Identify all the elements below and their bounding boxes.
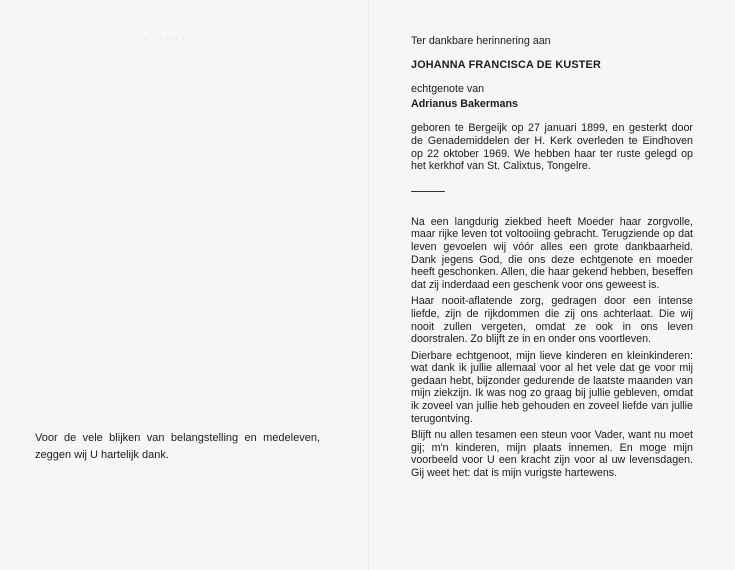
spouse-intro: echtgenote van xyxy=(411,83,485,96)
intro-line: Ter dankbare herinnering aan xyxy=(411,35,551,47)
paragraph-2: Haar nooit-aflatende zorg, gedragen door een intense liefde, zijn de rijkdommen die zij ons achterlaat. Die wij nooit zullen vergeten, omdat ze ook in ons leven doorstralen. Zo blijft ze in en onder ons voortleven. xyxy=(411,295,693,346)
paragraph-1: Na een langdurig ziekbed heeft Moeder haar zorgvolle, maar rijke leven tot voltooiing gebracht. Terugziende op dat leven gevoelen wij vóór alles een grote dankbaarheid. Dank jegens God, die ons deze echtgenote en moeder heeft geschonken. Allen, die haar gekend hebben, beseffen dat zij inderdaad een geschenk voor ons geweest is. xyxy=(411,215,693,291)
life-dates-paragraph: geboren te Bergeijk op 27 januari 1899, en gesterkt door de Genademiddelen der H. Kerk overleden te Eindhoven op 22 oktober 1969. We hebben haar ter ruste gelegd op het kerkhof van St. Calixtus, Tongelre. xyxy=(411,122,693,173)
paragraph-3: Dierbare echtgenoot, mijn lieve kinderen en kleinkinderen: wat dank ik jullie allemaal voor al het vele dat ge voor mij gedaan hebt, bijzonder gedurende de laatste maanden van mijn ziekzijn. Ik was nog zo graag bij jullie gebleven, omdat ik zoveel van jullie heb gehouden en zoveel liefde van jullie terugontving. xyxy=(411,349,693,425)
faint-bleed-through-text xyxy=(100,36,340,74)
spouse-name: Adrianus Bakermans xyxy=(411,97,518,110)
deceased-name: JOHANNA FRANCISCA DE KUSTER xyxy=(411,58,601,71)
card-fold xyxy=(368,0,369,570)
paragraph-4: Blijft nu allen tesamen een steun voor Vader, want nu moet gij; m'n kinderen, mijn plaats innemen. En moge mijn voorbeeld voor U een kracht zijn voor al uw levensdagen. Gij weet het: dat is mijn vurigste hartewens. xyxy=(411,429,693,480)
divider-rule xyxy=(411,191,445,192)
faint-line-1: " ‘ ‘ ’ '° " xyxy=(145,37,187,47)
thanks-text: Voor de vele blijken van belangstelling en medeleven, zeggen wij U hartelijk dank. xyxy=(35,432,320,461)
faint-line-2: ’ · · · · · xyxy=(100,63,141,73)
memorial-text-panel xyxy=(411,35,693,480)
